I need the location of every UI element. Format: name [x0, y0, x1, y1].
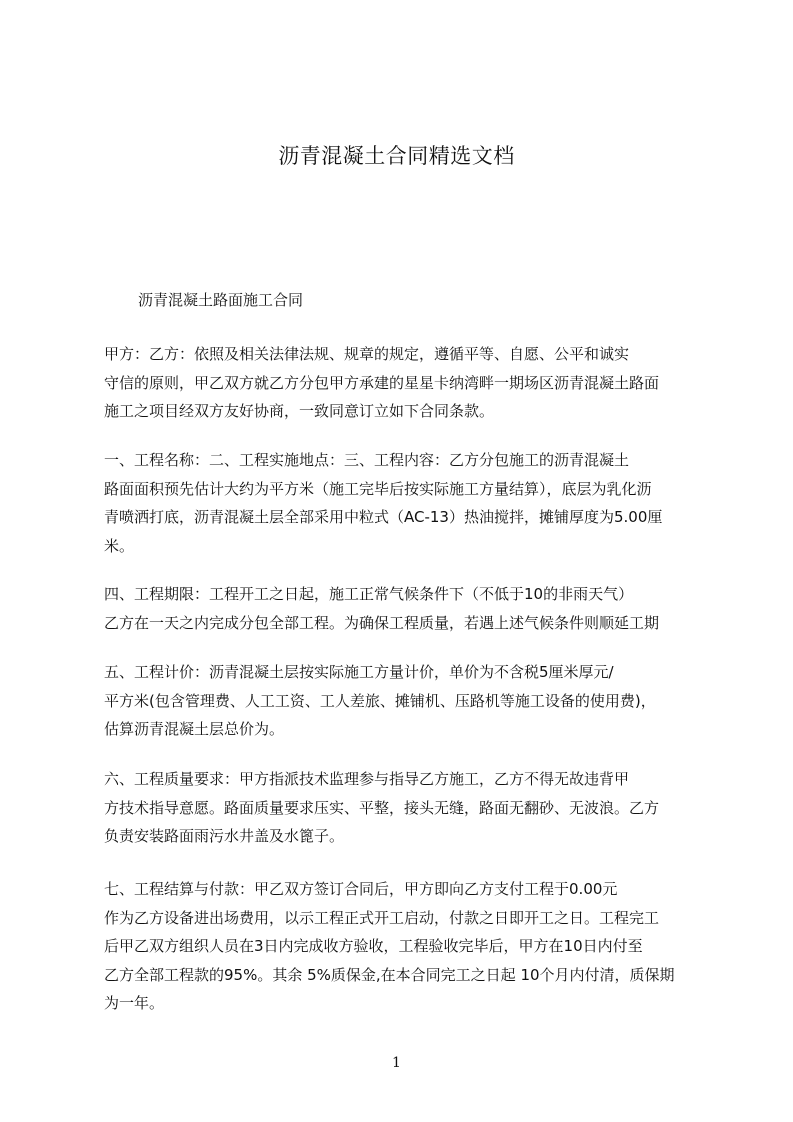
contract-subtitle: 沥青混凝土路面施工合同	[138, 291, 304, 309]
paragraph-pricing: 五、工程计价：沥青混凝土层按实际施工方量计价，单价为不含税5厘米厚元/ 平方米(包含管理费、人工工资、工人差旅、摊铺机、压路机等施工设备的使用费)， 估算沥青混凝土层总价为。	[104, 663, 656, 738]
paragraph-construction-period: 四、工程期限：工程开工之日起，施工正常气候条件下（不低于10的非雨天气） 乙方在一天之内完成分包全部工程。为确保工程质量，若遇上述气候条件则顺延工期	[104, 585, 660, 632]
page-number: 1	[392, 1055, 401, 1071]
paragraph-intro: 甲方：乙方：依照及相关法律法规、规章的规定，遵循平等、自愿、公平和诚实 守信的原则，甲乙双方就乙方分包甲方承建的星星卡纳湾畔一期场区沥青混凝土路面 施工之项目经双方友好协商，一致同意订立如下合同条款。	[104, 345, 660, 420]
document-title: 沥青混凝土合同精选文档	[278, 144, 515, 168]
paragraph-settlement-payment: 七、工程结算与付款：甲乙双方签订合同后，甲方即向乙方支付工程于0.00元 作为乙方设备进出场费用，以示工程正式开工启动，付款之日即开工之日。工程完工 后甲乙双方组织人员在3日内完成收方验收，工程验收完毕后，甲方在10日内付至 乙方全部工程款的95%。其余 5%质保金,在本合同完工之日起 10个月内付清，质保期 为一年。	[104, 880, 675, 1012]
paragraph-quality-requirements: 六、工程质量要求：甲方指派技术监理参与指导乙方施工，乙方不得无故违背甲 方技术指导意愿。路面质量要求压实、平整，接头无缝，路面无翻砂、无波浪。乙方 负责安装路面雨污水井盖及水篦子。	[104, 770, 660, 845]
paragraph-project-scope: 一、工程名称：二、工程实施地点：三、工程内容：乙方分包施工的沥青混凝土 路面面积预先估计大约为平方米（施工完毕后按实际施工方量结算），底层为乳化沥 青喷洒打底，沥青混凝土层全部采用中粒式（AC-13）热油搅拌，摊铺厚度为5.00厘 米。	[104, 451, 663, 555]
